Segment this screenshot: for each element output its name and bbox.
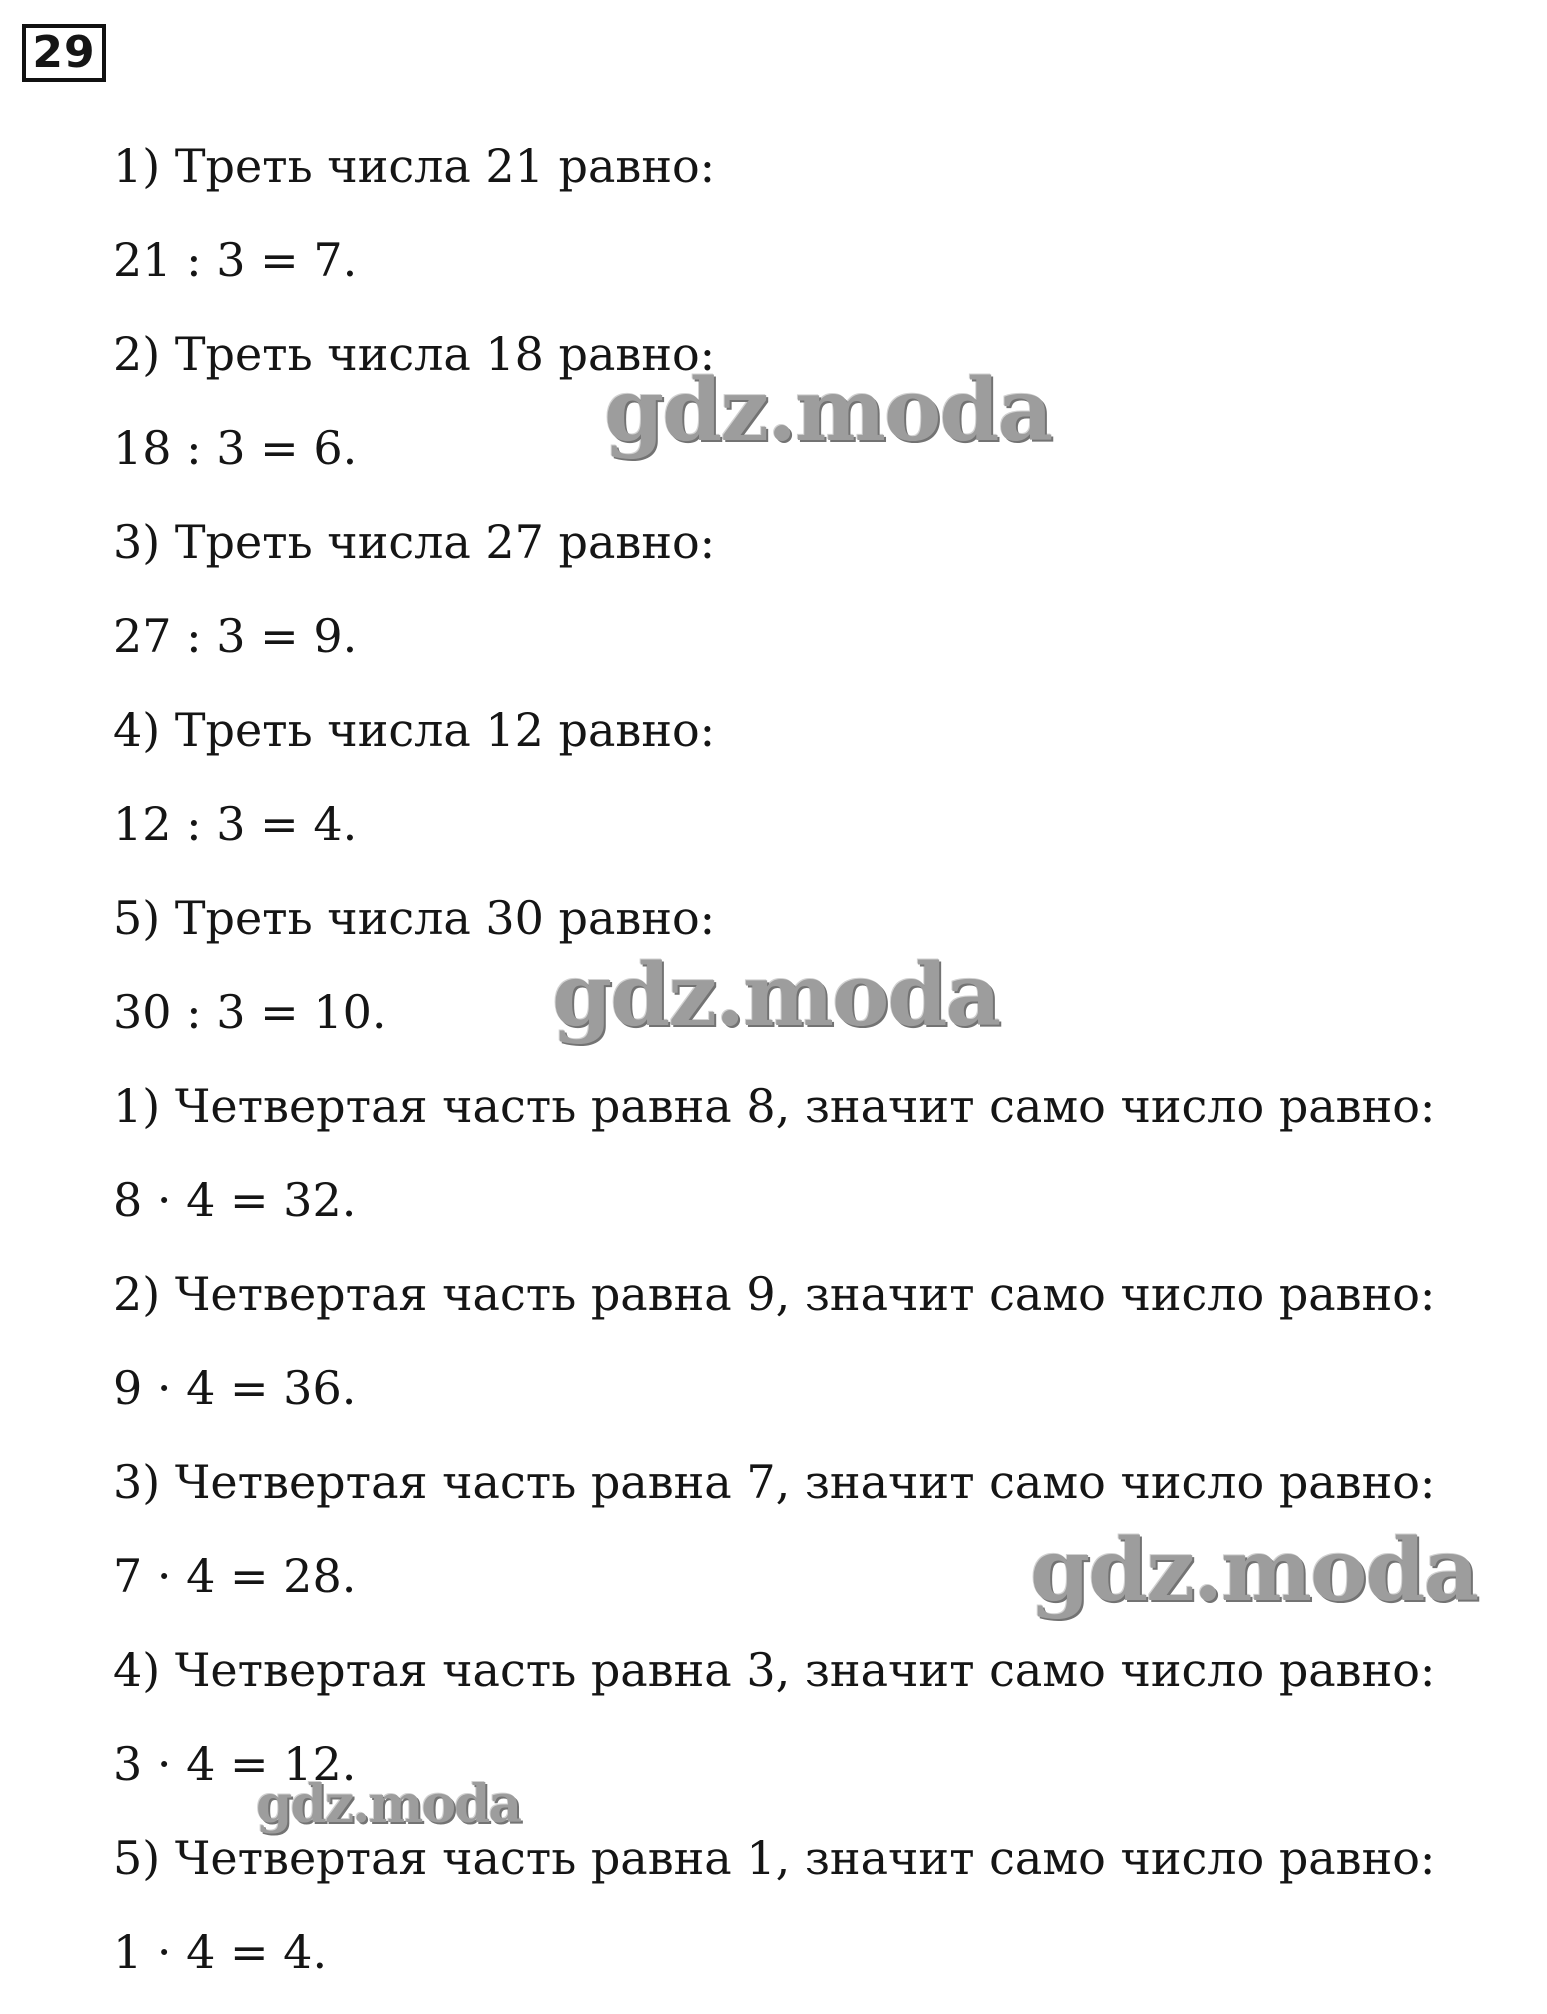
- solution-item-7: [113, 1246, 1533, 1434]
- answer-text: 27 : 3 = 9.: [113, 609, 358, 663]
- answer-text: 8 · 4 = 32.: [113, 1173, 357, 1227]
- question-text: 1) Треть числа 21 равно:: [113, 139, 716, 193]
- task-number-box: 29: [22, 24, 106, 82]
- question-text: 2) Четвертая часть равна 9, значит само число равно:: [113, 1267, 1436, 1321]
- answer-text: 7 · 4 = 28.: [113, 1549, 357, 1603]
- solution-item-10: [113, 1810, 1533, 1998]
- watermark-logo: gdz.moda: [604, 360, 1052, 461]
- solution-item-3: [113, 494, 1533, 682]
- question-text: 4) Треть числа 12 равно:: [113, 703, 716, 757]
- question-text: 1) Четвертая часть равна 8, значит само число равно:: [113, 1079, 1436, 1133]
- answer-text: 30 : 3 = 10.: [113, 985, 387, 1039]
- watermark-logo: gdz.moda: [552, 945, 1000, 1046]
- answer-text: 12 : 3 = 4.: [113, 797, 358, 851]
- solution-item-1: [113, 118, 1533, 306]
- question-text: 2) Треть числа 18 равно:: [113, 327, 716, 381]
- question-text: 3) Треть числа 27 равно:: [113, 515, 716, 569]
- solution-item-6: [113, 1058, 1533, 1246]
- answer-text: 1 · 4 = 4.: [113, 1925, 328, 1979]
- watermark-logo: gdz.moda: [1030, 1520, 1478, 1621]
- question-text: 3) Четвертая часть равна 7, значит само число равно:: [113, 1455, 1436, 1509]
- question-text: 4) Четвертая часть равна 3, значит само число равно:: [113, 1643, 1436, 1697]
- answer-text: 3 · 4 = 12.: [113, 1737, 357, 1791]
- answer-text: 18 : 3 = 6.: [113, 421, 358, 475]
- question-text: 5) Треть числа 30 равно:: [113, 891, 716, 945]
- solution-item-4: [113, 682, 1533, 870]
- question-text: 5) Четвертая часть равна 1, значит само число равно:: [113, 1831, 1436, 1885]
- answer-text: 9 · 4 = 36.: [113, 1361, 357, 1415]
- watermark-logo: gdz.moda: [256, 1774, 521, 1835]
- answer-text: 21 : 3 = 7.: [113, 233, 358, 287]
